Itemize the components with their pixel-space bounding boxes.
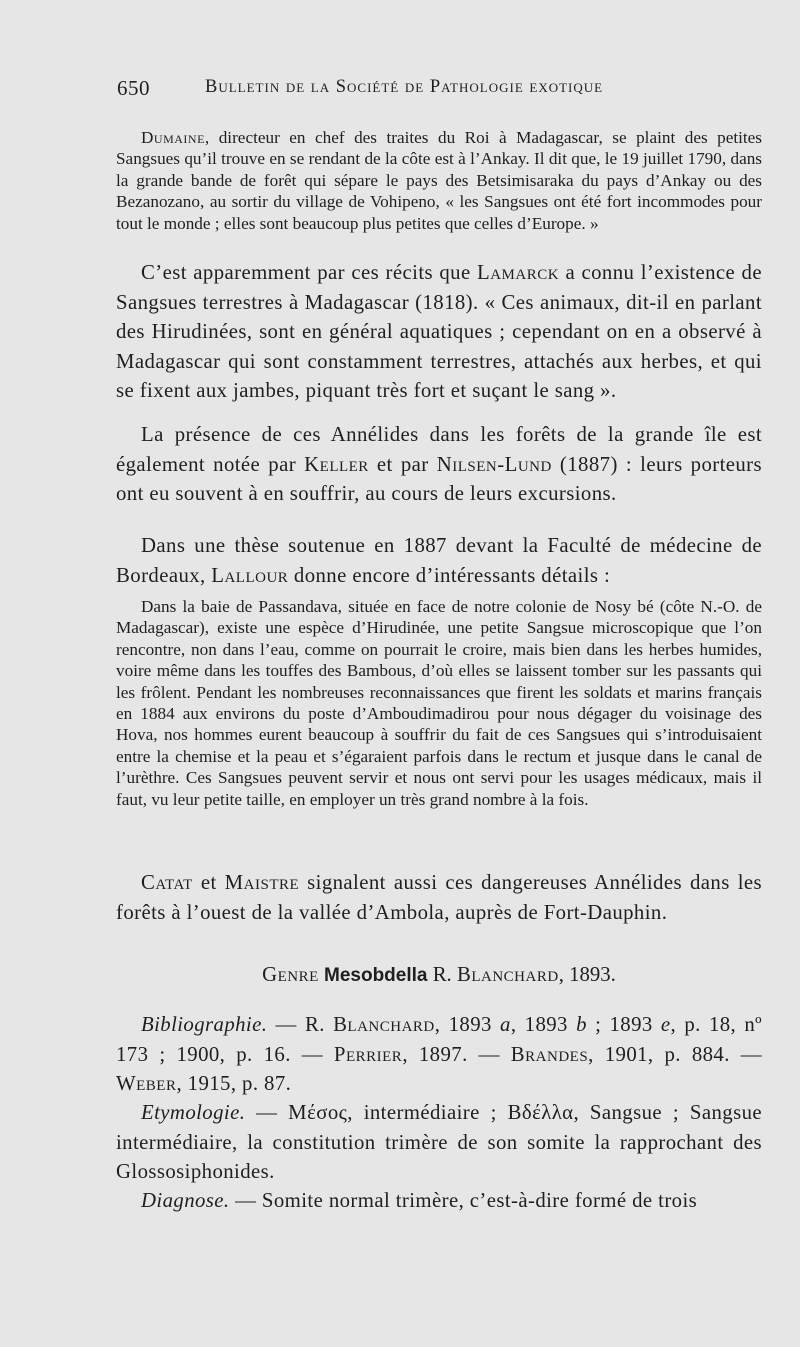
paragraph-text: donne encore d’intéressants détails : <box>288 563 611 587</box>
paragraph-text: a <box>500 1013 511 1036</box>
block-quote <box>116 596 762 810</box>
paragraph-text: e <box>660 1013 671 1036</box>
quote-text: Dans la baie de Passandava, située en face de notre colonie de Nosy bé (côte N.-O. de Madagascar), existe une espèce d’Hirudinée, une petite Sangsue microscopique que l’on rencontre, non dans l’eau, comme on pourrait le croire, mais bien dans les herbes humides, voire même dans les touffes des Bambous, d’où elles se laissent tomber sur les passants qui les frôlent. Pendant les nombreuses reconnaissances que firent les soldats et marins français en 1884 aux environs du poste d’Amboudimadirou pour nous dégager du voisinage des Hova, nos hommes eurent beaucoup à souffrir du fait de ces Sangsues qui s’introduisaient entre la chemise et la peau et s’égaraient parfois dans le rectum et jusque dans le canal de l’urèthre. Ces Sangsues peuvent servir et nous ont servi pour les usages médicaux, mais il faut, vu leur petite taille, en employer un très grand nombre à la fois. <box>116 597 762 809</box>
paragraph-text: C’est apparemment par ces récits que <box>141 261 477 284</box>
paragraph-text: , 1893 <box>434 1013 501 1036</box>
paragraph-text: signalent aussi ces dangereuses Annélides dans les forêts à l’ouest de la vallée d’Ambola, auprès de Fort-Dauphin. <box>116 871 762 924</box>
section-label: Bibliographie. <box>141 1013 268 1036</box>
paragraph-diagnosis <box>116 1186 762 1216</box>
paragraph-lamarck <box>116 258 762 406</box>
page-header <box>117 76 767 106</box>
paragraph-text: — Μέσος, intermédiaire ; Βδέλλα, Sangsue ; Sangsue intermédiaire, la constitution trimère de son somite la rapprochant des Glossosiphonides. <box>116 1101 762 1184</box>
author-name: Blanchard <box>333 1013 435 1036</box>
paragraph-text: , directeur en chef des traites du Roi à Madagascar, se plaint des petites Sangsues qu’il trouve en se rendant de la côte est à l’Ankay. Il dit que, le 19 juillet 1790, dans la grande bande de forêt qui sépare le pays des Betsimisaraka du pays d’Ankay ou des Bezanozano, au sortir du village de Vohipeno, « les Sangsues ont été fort incommodes pour tout le monde ; elles sont beaucoup plus petites que celles d’Europe. » <box>116 128 762 233</box>
author-name: Lallour <box>211 563 289 587</box>
paragraph-text: — Somite normal trimère, c’est-à-dire formé de trois <box>229 1189 698 1212</box>
paragraph-keller <box>116 420 762 509</box>
paragraph-text: et par <box>368 452 437 476</box>
genus-name: Mesobdella <box>324 965 428 986</box>
paragraph-text: Dans une thèse soutenue en 1887 devant la Faculté de médecine de Bordeaux, <box>116 534 762 587</box>
paragraph-text: (1887) : leurs porteurs ont eu souvent à en souffrir, au cours de leurs excursions. <box>116 452 763 506</box>
paragraph-text: b <box>576 1013 587 1036</box>
page-number: 650 <box>117 76 150 100</box>
paragraph-text: ; 1893 <box>586 1013 661 1036</box>
author-name: Perrier <box>333 1042 403 1066</box>
paragraph-text: — R. <box>267 1013 334 1036</box>
section-label: Diagnose. <box>141 1189 230 1212</box>
paragraph-text: , p. 18, nº 173 ; 1900, p. 16. — <box>116 1013 763 1066</box>
paragraph-text: et <box>192 871 225 894</box>
paragraph-dumaine <box>116 127 762 234</box>
paragraph-text: , 1901, p. 884. — <box>588 1042 762 1066</box>
author-name: Keller <box>304 452 369 476</box>
author-name: Blanchard <box>456 963 559 986</box>
author-name: Nilsen-Lund <box>436 452 552 476</box>
running-title: Bulletin de la Société de Pathologie exotique <box>205 77 604 97</box>
author-initial: R. <box>432 963 452 986</box>
author-name: Maistre <box>224 871 300 894</box>
author-name: Brandes <box>510 1042 589 1066</box>
paragraph-bibliography <box>116 1010 762 1099</box>
paragraph-catat <box>116 868 762 927</box>
paragraph-etymology <box>116 1098 762 1187</box>
paragraph-text: , 1915, p. 87. <box>176 1072 292 1096</box>
genre-heading <box>116 963 762 987</box>
author-name: Weber <box>116 1072 177 1096</box>
genre-word: Genre <box>262 963 319 986</box>
paragraph-text: , 1897. — <box>402 1042 511 1066</box>
genre-year: , 1893. <box>558 963 616 986</box>
author-name: Catat <box>141 871 193 894</box>
paragraph-text: , 1893 <box>510 1013 577 1036</box>
paragraph-text: La présence de ces Annélides dans les forêts de la grande île est également notée par <box>116 423 762 476</box>
paragraph-lallour <box>116 531 762 590</box>
author-name: Lamarck <box>477 261 560 284</box>
paragraph-text: a connu l’existence de Sangsues terrestres à Madagascar (1818). « Ces animaux, dit-il en parlant des Hirudinées, sont en général aquatiques ; cependant on en a observé à Madagascar qui sont constamment terrestres, attachés aux herbes, et qui se fixent aux jambes, piquant très fort et suçant le sang ». <box>116 261 762 403</box>
author-name: Dumaine <box>141 128 205 147</box>
section-label: Etymologie. <box>141 1101 246 1124</box>
